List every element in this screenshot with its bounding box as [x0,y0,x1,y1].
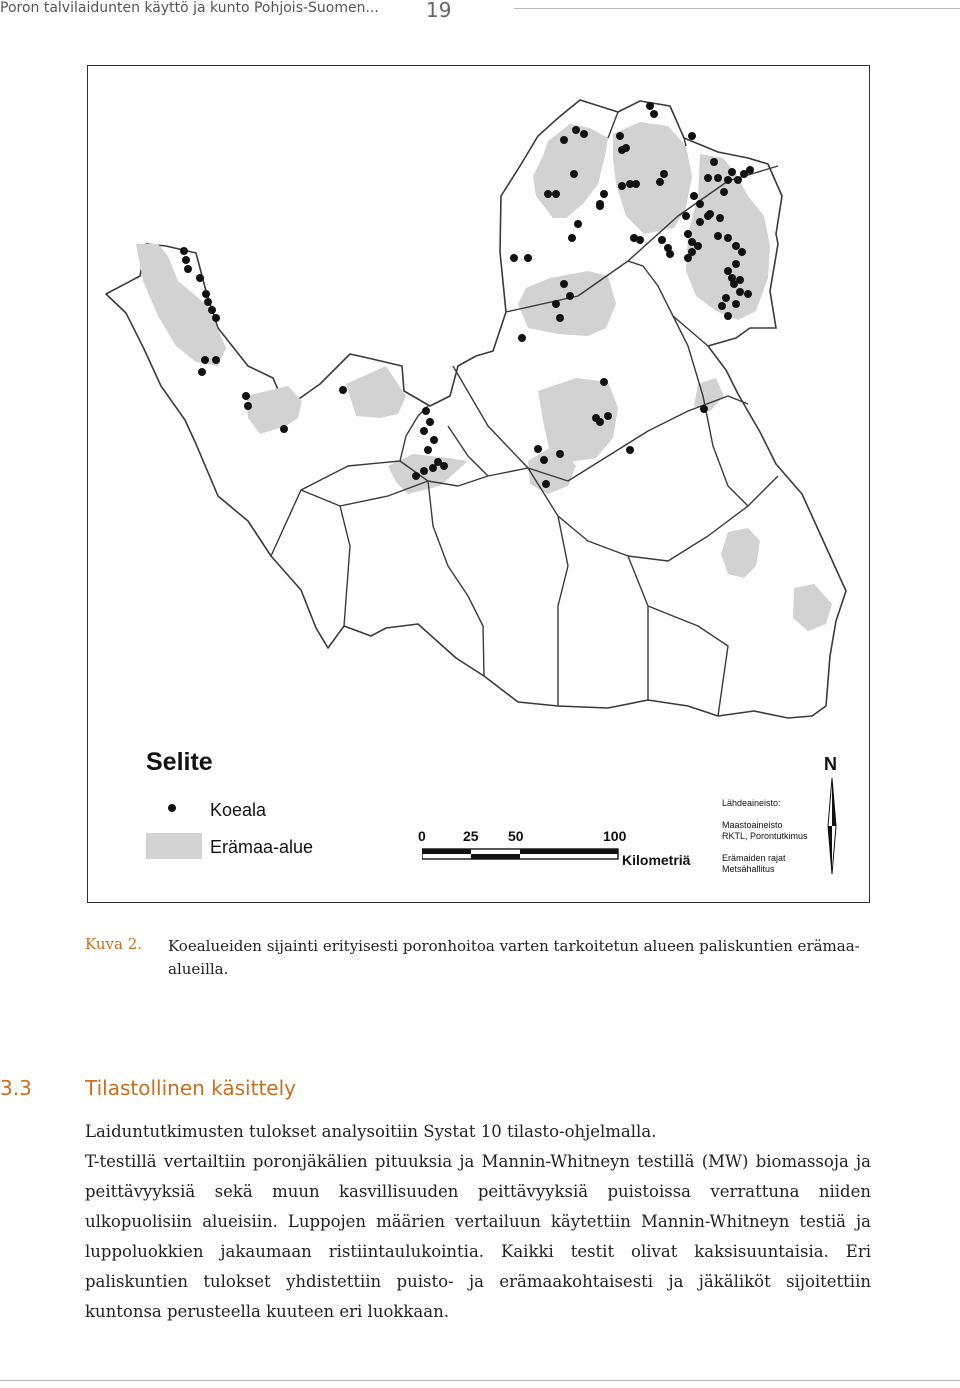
source-line: Lähdeaineisto: [722,798,781,808]
body-paragraph-1: Laiduntutkimusten tulokset analysoitiin Systat 10 tilasto-ohjelmalla. [85,1122,657,1141]
north-label: N [824,754,837,774]
caption-label: Kuva 2. [85,935,143,953]
dot-icon [166,802,178,814]
north-arrow-icon [822,778,842,874]
scale-tick-0: 0 [418,828,426,844]
source-line [722,842,808,853]
source-line: RKTL, Porontutkimus [722,831,808,841]
legend-title: Selite [146,748,213,776]
legend-label-wilderness: Erämaa-alue [210,837,314,857]
running-header [0,0,960,26]
section-number: 3.3 [0,1076,32,1100]
section-heading [0,1076,296,1100]
source-line: Maastoaineisto [722,820,783,830]
scale-unit: Kilometriä [622,852,691,868]
source-note [722,798,808,875]
page-number: 19 [426,0,452,22]
caption-text: Koealueiden sijainti erityisesti poronhoitoa varten tarkoitetun alueen paliskuntien erämaa-alueilla. [168,937,860,978]
section-title: Tilastollinen käsittely [85,1076,296,1100]
reindeer-herding-map [88,66,871,904]
source-line [722,809,808,820]
header-rule [514,8,960,9]
scale-tick-50: 50 [508,828,524,844]
map-figure [87,65,870,903]
wilderness-swatch [146,833,202,859]
legend-label-site: Koeala [210,800,267,820]
source-line: Erämaiden rajat [722,853,786,863]
footer-rule [0,1380,960,1381]
running-title: Poron talvilaidunten käyttö ja kunto Pohjois-Suomen... [0,0,379,16]
body-paragraph-2: T-testillä vertailtiin poronjäkälien pituuksia ja Mannin-Whitneyn testillä (MW) biomassoja ja peittävyyksiä sekä muun kasvillisuuden peittävyyksiä puistoissa verrattuna niiden ulkopuolisiin alueisiin. Luppojen määrien vertailuun käytettiin Mannin-Whitneyn testiä ja luppoluokkien jakaumaan ristiintaulukointia. Kaikki testit olivat kaksisuuntaisia. Eri paliskuntien tulokset yhdistettiin puisto- ja erämaakohtaisesti ja jäkäliköt sijoitettiin kuntonsa perusteella kuuteen eri luokkaan. [85,1152,871,1321]
scale-tick-25: 25 [463,828,479,844]
scale-tick-100: 100 [603,828,627,844]
scale-bar [422,848,622,862]
source-line: Metsähallitus [722,864,775,874]
